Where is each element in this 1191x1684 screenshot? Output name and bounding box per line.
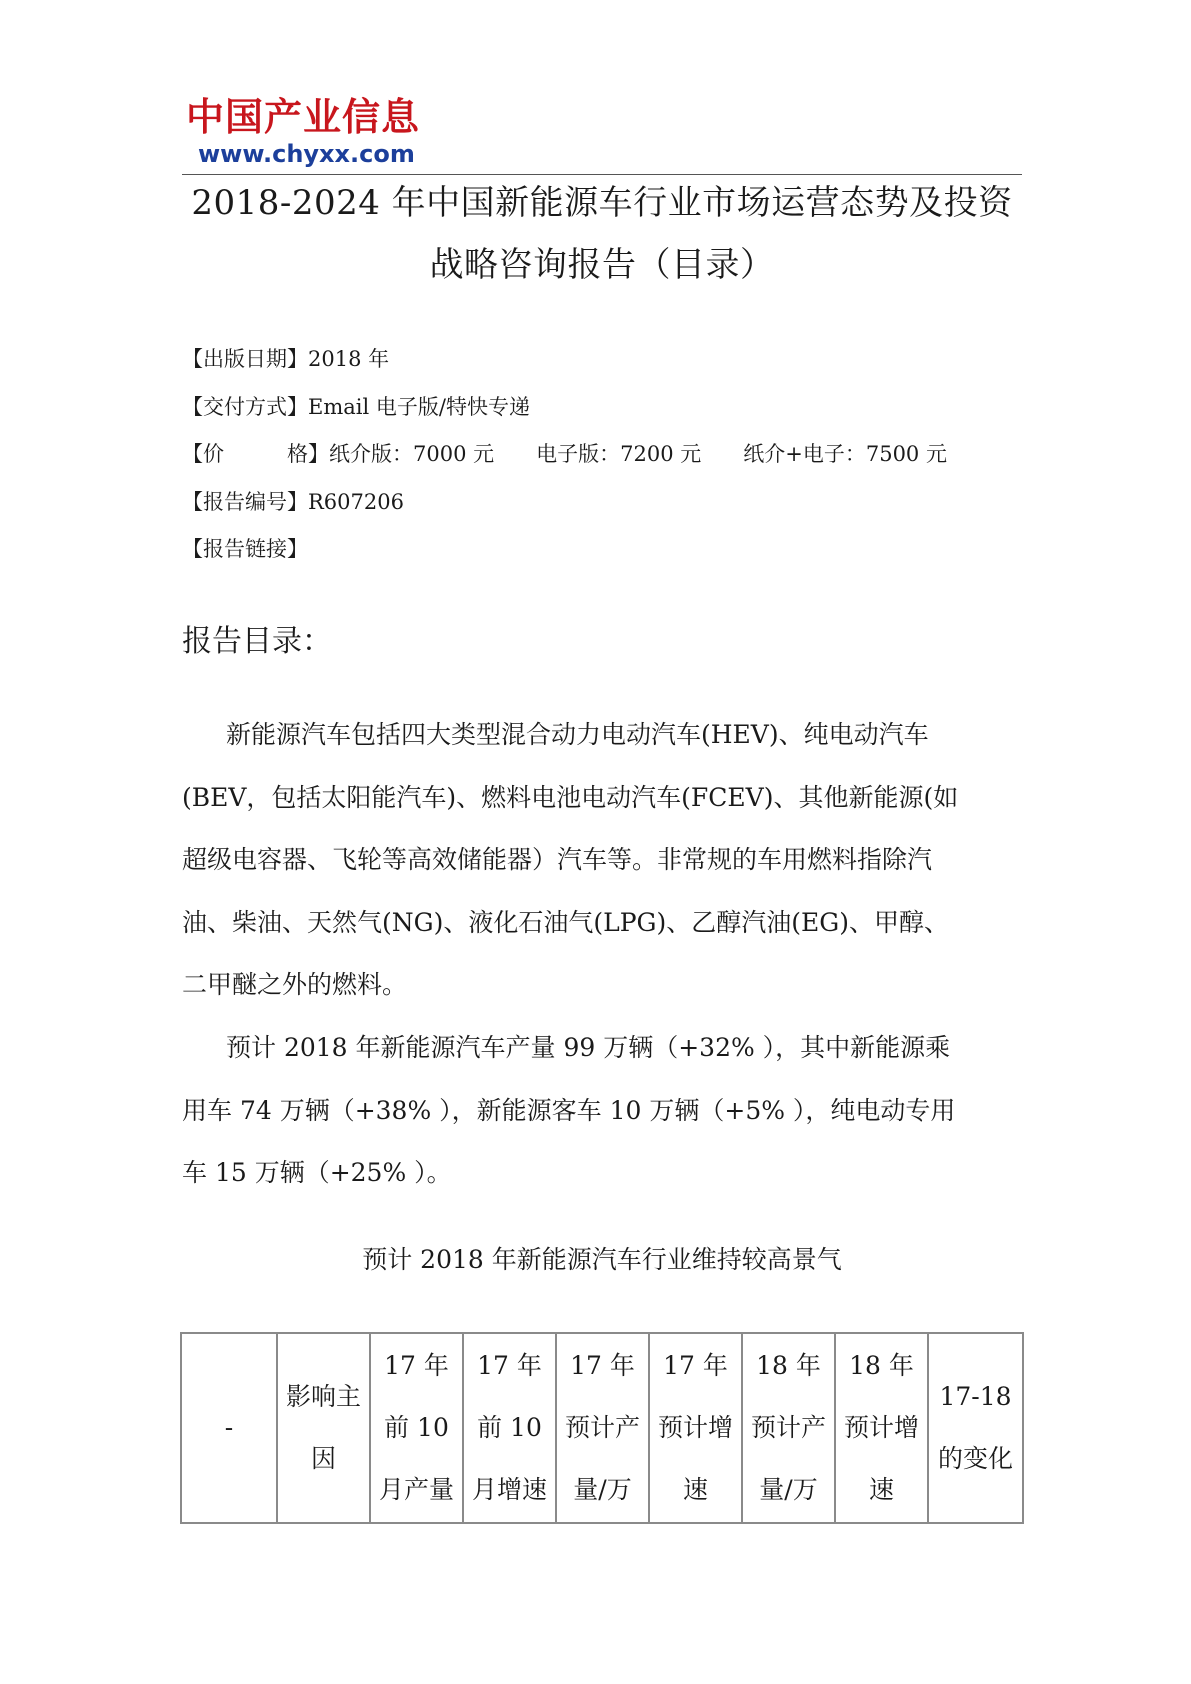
header-text: 月增速 [471, 1475, 547, 1504]
paragraph-line: (BEV，包括太阳能汽车)、燃料电池电动汽车(FCEV)、其他新能源(如 [182, 782, 959, 812]
report-title [176, 172, 1028, 296]
report-link-row [182, 526, 1022, 574]
header-text: 量/万 [573, 1475, 632, 1504]
paragraph-forecast [182, 1017, 1022, 1205]
report-code-row [182, 479, 1022, 527]
section-heading: 报告目录： [182, 624, 332, 659]
price-label: 【价 格】 [182, 442, 329, 466]
header-text: 17-18 [939, 1382, 1012, 1411]
delivery-label: 【交付方式】 [182, 394, 308, 419]
logo [182, 84, 447, 174]
paragraph-line: 预计 2018 年新能源汽车产量 99 万辆（+32% ），其中新能源乘 [226, 1033, 951, 1062]
paragraph-line: 二甲醚之外的燃料。 [182, 970, 408, 999]
table-caption: 预计 2018 年新能源汽车行业维持较高景气 [362, 1245, 842, 1274]
paragraph-line: 车 15 万辆（+25% ）。 [182, 1158, 452, 1187]
paragraph-line: 用车 74 万辆（+38% ），新能源客车 10 万辆（+5% ），纯电动专用 [182, 1095, 956, 1125]
price-row [182, 431, 1022, 479]
header-text: 预计产 [750, 1413, 826, 1442]
paragraph-intro [182, 704, 1022, 1017]
header-text: 17 年 [663, 1351, 728, 1380]
table-header-cell [463, 1333, 556, 1523]
table-header-cell [181, 1333, 277, 1523]
header-text: 前 10 [384, 1413, 449, 1442]
header-text: 速 [682, 1475, 708, 1504]
forecast-table [180, 1332, 1024, 1524]
table-header-cell [742, 1333, 835, 1523]
header-text: 月产量 [378, 1475, 454, 1504]
header-text: 速 [868, 1475, 894, 1504]
paragraph-line: 新能源汽车包括四大类型混合动力电动汽车(HEV)、纯电动汽车 [226, 720, 929, 749]
table-header-cell [835, 1333, 928, 1523]
delivery-value: Email 电子版/特快专递 [308, 394, 530, 419]
report-title-line-2: 战略咨询报告（目录） [429, 245, 775, 285]
logo-chinese-name: 中国产业信息 [186, 95, 421, 139]
table-header-cell [649, 1333, 742, 1523]
report-meta [182, 336, 1022, 574]
report-title-line-1: 2018-2024 年中国新能源车行业市场运营态势及投资 [191, 183, 1013, 223]
price-electronic: 电子版：7200 元 [536, 442, 702, 466]
header-text: 17 年 [384, 1351, 449, 1380]
header-text: 预计产 [564, 1413, 640, 1442]
paragraph-line: 超级电容器、飞轮等高效储能器）汽车等。非常规的车用燃料指除汽 [182, 845, 933, 874]
report-code-label: 【报告编号】 [182, 489, 308, 514]
table-header-cell [277, 1333, 370, 1523]
header-text: 因 [310, 1444, 336, 1473]
publish-date-value: 2018 年 [308, 347, 390, 371]
header-text: 17 年 [477, 1351, 542, 1380]
report-code-value: R607206 [308, 489, 404, 514]
header-text: 前 10 [477, 1413, 542, 1442]
report-link-label[interactable]: 【报告链接】 [182, 537, 308, 561]
table-header-cell [370, 1333, 463, 1523]
paragraph-line: 油、柴油、天然气(NG)、液化石油气(LPG)、乙醇汽油(EG)、甲醇、 [182, 907, 949, 937]
header-text: - [224, 1413, 234, 1442]
price-paper: 纸介版：7000 元 [329, 442, 495, 466]
table-header-cell [928, 1333, 1023, 1523]
price-both: 纸介+电子：7500 元 [743, 442, 947, 466]
table-header-cell [556, 1333, 649, 1523]
header-text: 的变化 [937, 1444, 1013, 1473]
header-text: 18 年 [756, 1351, 821, 1380]
header-text: 量/万 [759, 1475, 818, 1504]
publish-date-label: 【出版日期】 [182, 347, 308, 371]
header-text: 17 年 [570, 1351, 635, 1380]
header-text: 影响主 [285, 1382, 361, 1411]
publish-date-row [182, 336, 1022, 384]
header-text: 预计增 [657, 1413, 733, 1442]
logo-url: www.chyxx.com [198, 140, 415, 168]
table-header-row [181, 1333, 1023, 1523]
delivery-row [182, 384, 1022, 432]
header-text: 18 年 [849, 1351, 914, 1380]
header-text: 预计增 [843, 1413, 919, 1442]
